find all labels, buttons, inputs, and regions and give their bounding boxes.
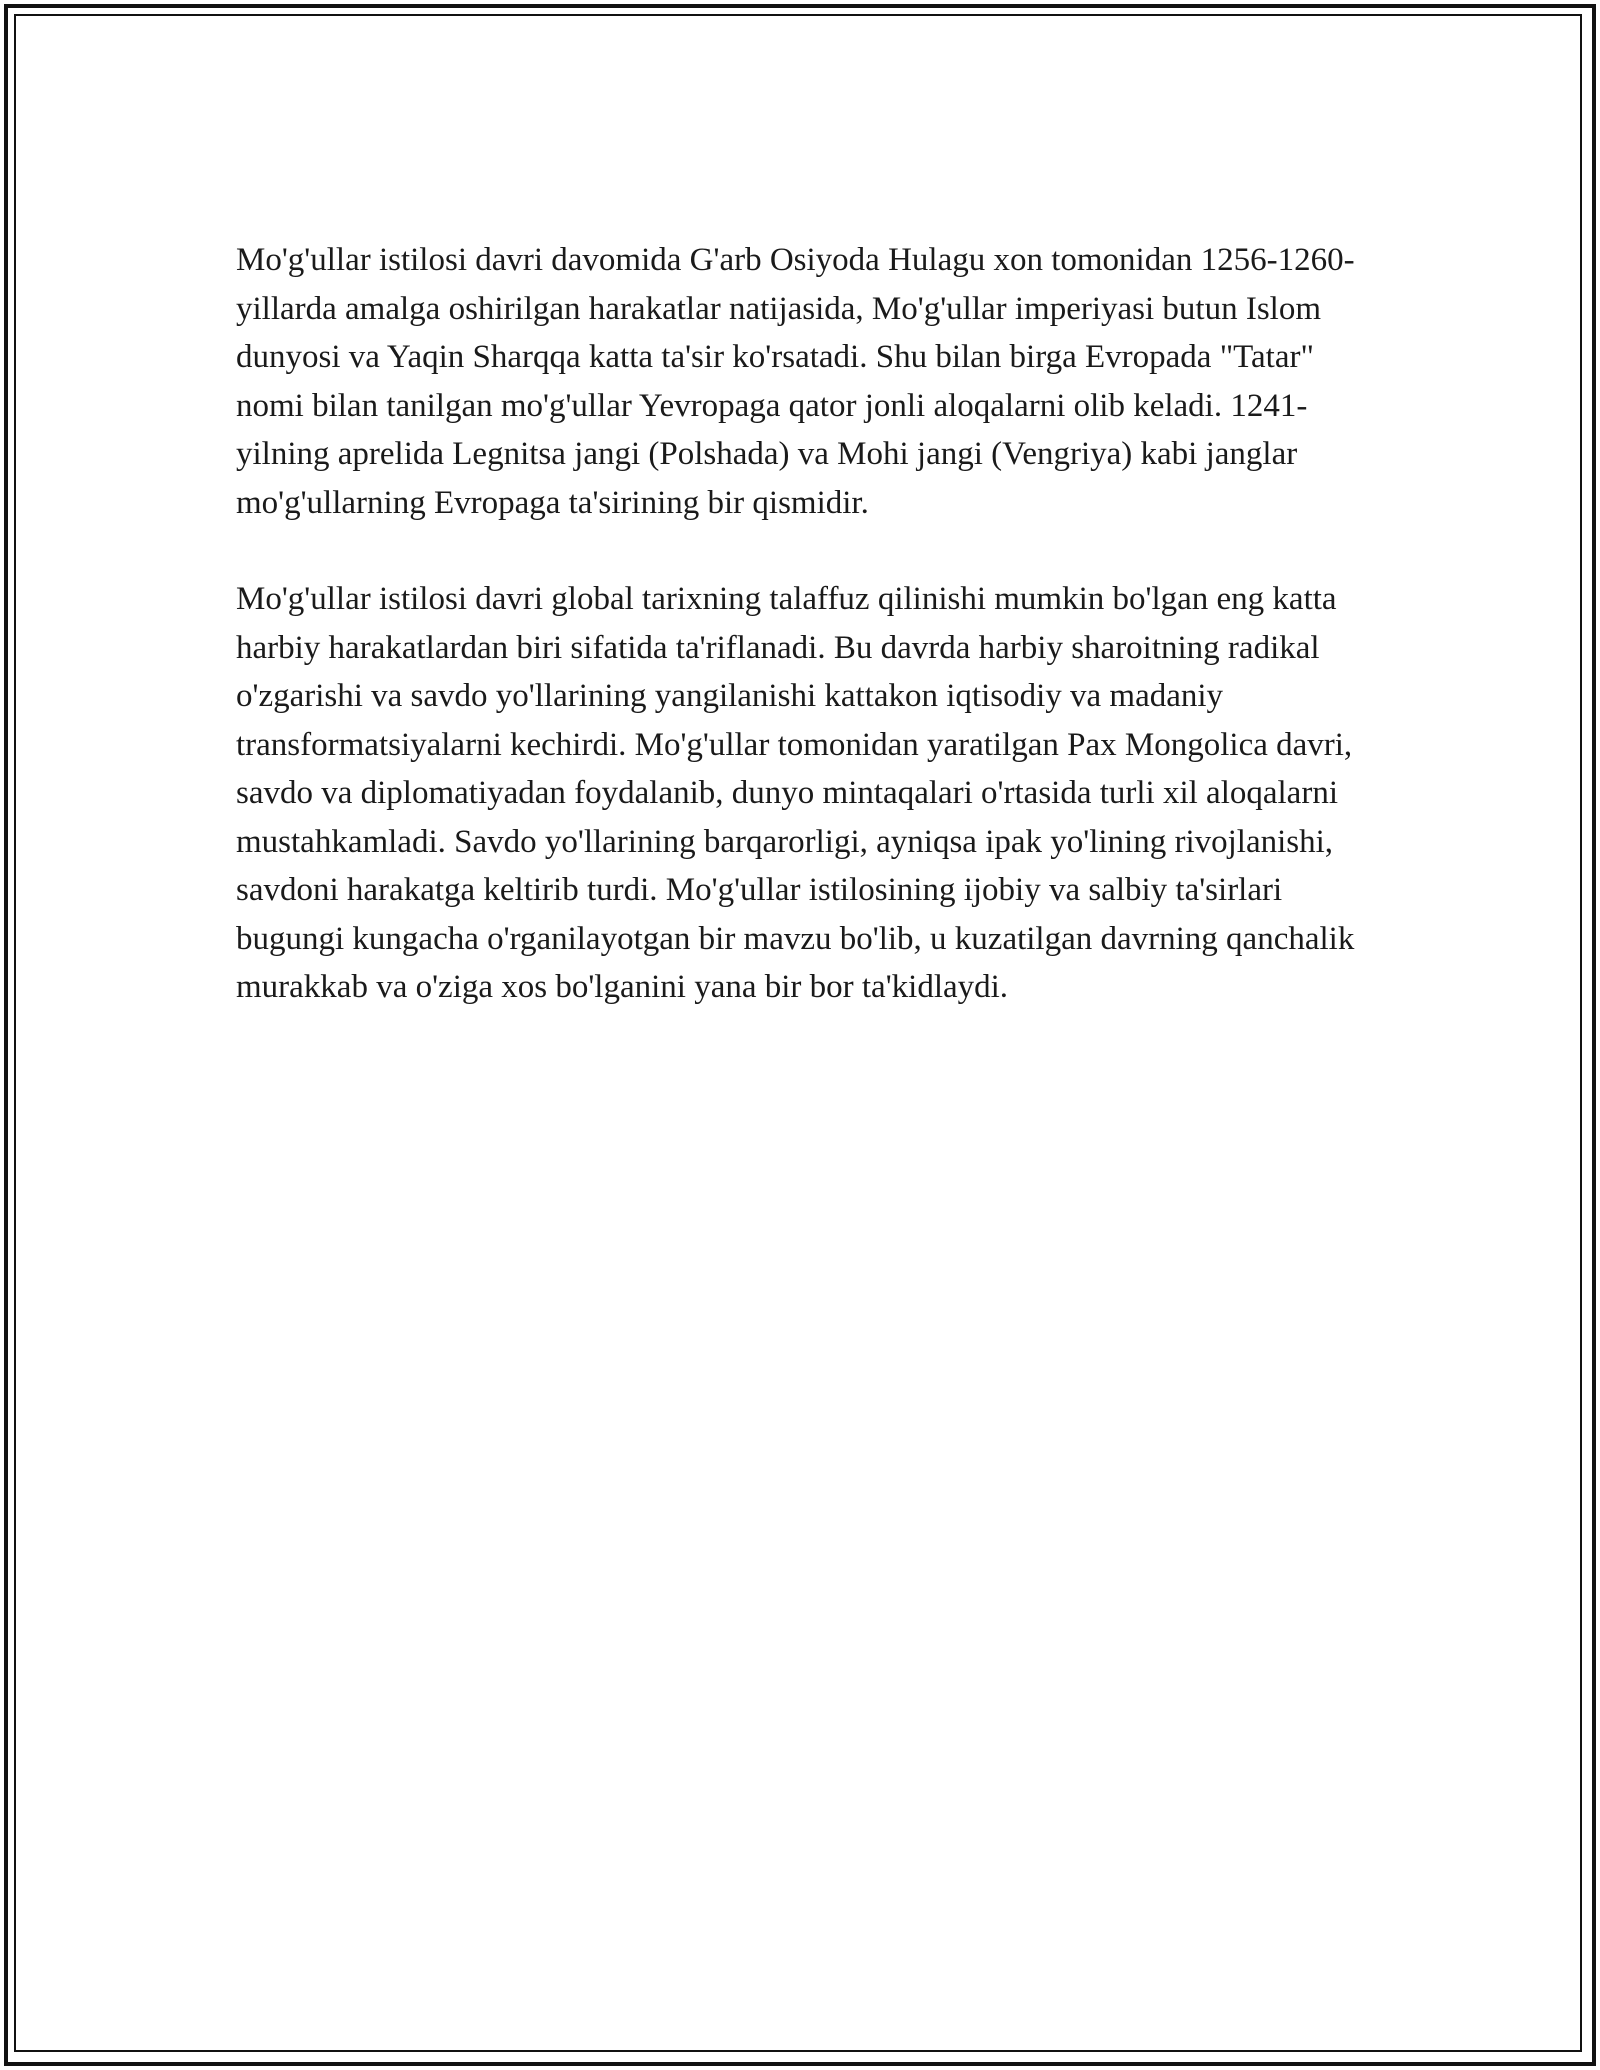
paragraph-1: Mo'g'ullar istilosi davri davomida G'arb Osiyoda Hulagu xon tomonidan 1256-1260-yillarda amalga oshirilgan harakatlar natijasida, Mo'g'ullar imperiyasi butun Islom dunyosi va Yaqin Sharqqa katta ta'sir ko'rsatadi. Shu bilan birga Evropada "Tatar" nomi bilan tanilgan mo'g'ullar Yevropaga qator jonli aloqalarni olib keladi. 1241-yilning aprelida Legnitsa jangi (Polshada) va Mohi jangi (Vengriya) kabi janglar mo'g'ullarning Evropaga ta'sirining bir qismidir.: [236, 242, 1355, 521]
document-body: [236, 236, 1376, 1060]
paragraph-2: Mo'g'ullar istilosi davri global tarixning talaffuz qilinishi mumkin bo'lgan eng katta harbiy harakatlardan biri sifatida ta'riflanadi. Bu davrda harbiy sharoitning radikal o'zgarishi va savdo yo'llarining yangilanishi kattakon iqtisodiy va madaniy transformatsiyalarni kechirdi. Mo'g'ullar tomonidan yaratilgan Pax Mongolica davri, savdo va diplomatiyadan foydalanib, dunyo mintaqalari o'rtasida turli xil aloqalarni mustahkamladi. Savdo yo'llarining barqarorligi, ayniqsa ipak yo'lining rivojlanishi, savdoni harakatga keltirib turdi. Mo'g'ullar istilosining ijobiy va salbiy ta'sirlari bugungi kungacha o'rganilayotgan bir mavzu bo'lib, u kuzatilgan davrning qanchalik murakkab va o'ziga xos bo'lganini yana bir bor ta'kidlaydi.: [236, 581, 1355, 1005]
